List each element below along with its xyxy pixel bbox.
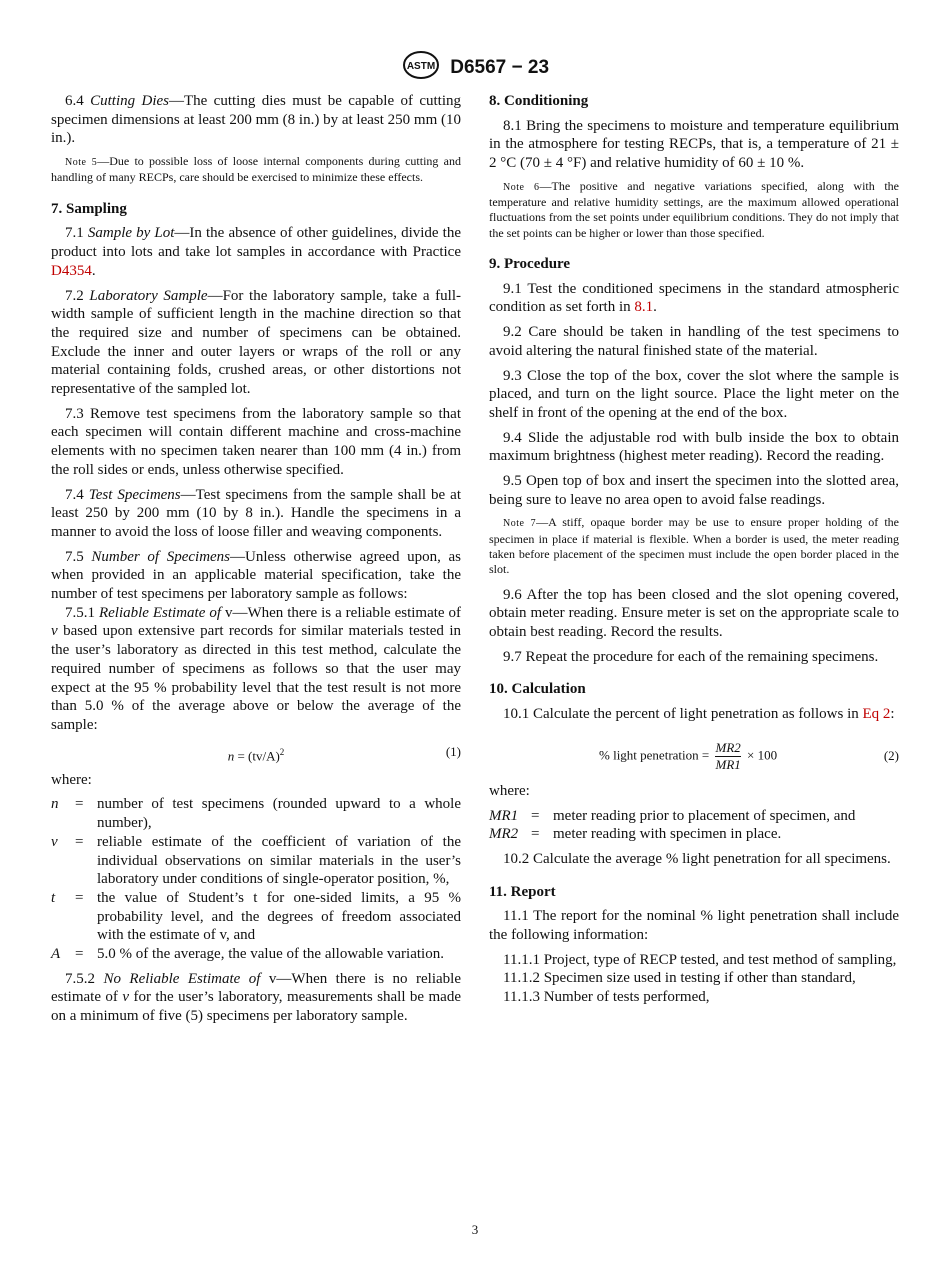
note-5: Note 5—Due to possible loss of loose internal components during cutting and handling of many RECPs, care should be exercised to minimize these effects.: [51, 154, 461, 185]
section-8-1: 8.1 Bring the specimens to moisture and temperature equilibrium in the atmosphere for testing RECPs, that is, a temperature of 21 ± 2 °C (70 ± 4 °F) and relative humidity of 60 ± 10 %.: [489, 117, 899, 172]
section-7-1: 7.1 Sample by Lot—In the absence of other guidelines, divide the product into lots and take lot samples in accordance with Practice D4354.: [51, 225, 461, 279]
definitions-list-1: [51, 795, 461, 963]
svg-text:ASTM: ASTM: [406, 61, 436, 72]
note-7: Note 7—A stiff, opaque border may be use to ensure proper holding of the specimen in place if material is flexible. When a border is used, the meter reading taken before placement of the specimen must include the open border placed in the slot.: [489, 515, 899, 577]
section-10-2: 10.2 Calculate the average % light penetration for all specimens.: [503, 850, 891, 867]
definitions-list-2: [489, 807, 899, 844]
link-eq-2[interactable]: Eq 2: [862, 706, 891, 723]
fraction: $\frac{MR2}{MR1}$: [715, 739, 741, 772]
equation-2: % light penetration = $\frac{MR2}{MR1}$ × 100 (2): [599, 739, 899, 772]
section-9-4: 9.4 Slide the adjustable rod with bulb inside the box to obtain maximum brightness (highest meter reading). Record the reading.: [489, 429, 899, 465]
heading-7-sampling: 7. Sampling: [51, 200, 127, 217]
where-label: where:: [51, 771, 92, 788]
heading-10-calculation: 10. Calculation: [489, 681, 586, 698]
definition-row: n = number of test specimens (rounded upward to a whole number),: [51, 796, 461, 832]
definition-row: t = the value of Student’s t for one-sided limits, a 95 % probability level, and the degrees of freedom associated with the estimate of v, and: [51, 889, 461, 944]
astm-logo-icon: [401, 50, 441, 86]
equation-1-number: (1): [445, 743, 461, 759]
section-7-5-2: 7.5.2 No Reliable Estimate of v—When there is no reliable estimate of v for the user’s laboratory, measurements shall be made on a minimum of five (5) specimens per laboratory sample.: [51, 970, 461, 1025]
note-6: Note 6—The positive and negative variations specified, along with the temperature and relative humidity settings, are the maximum allowed operational fluctuations from the set points under equilibrium conditions. They do not imply that the set points can be higher or lower than those specified.: [489, 178, 899, 240]
section-7-3: 7.3 Remove test specimens from the laboratory sample so that each specimen will contain different machine and cross-machine elements with no specimen taken nearer than 100 mm (4 in.) from the roll sides or ends, unless otherwise specified.: [51, 405, 461, 478]
definition-row: MR1 = meter reading prior to placement of specimen, and: [489, 807, 856, 824]
heading-11-report: 11. Report: [489, 883, 556, 900]
heading-8-conditioning: 8. Conditioning: [489, 93, 589, 109]
section-7-5-1: 7.5.1 Reliable Estimate of v—When there is a reliable estimate of v based upon extensive part records for similar materials tested in the user’s laboratory as directed in this test method, calculate the required number of specimens as follows so that the user may expect at the 95 % probability level that the test result is not more than 5.0 % of the average above or below the average of the sample:: [51, 604, 462, 733]
section-11-1-2: 11.1.2 Specimen size used in testing if other than standard,: [503, 970, 856, 987]
left-column: [51, 92, 461, 1032]
document-designation: D6567 − 23: [450, 57, 550, 78]
section-7-2: 7.2 Laboratory Sample—For the laboratory sample, take a full-width sample of sufficient length in the machine direction so that the required size and number of specimens can be obtained. Exclude the inner and outer layers or wraps of the roll or any material containing folds, crushed areas, or other distortions not representative of the sampled lot.: [51, 287, 461, 398]
definition-row: MR2 = meter reading with specimen in place.: [489, 826, 782, 843]
section-9-1: 9.1 Test the conditioned specimens in the standard atmospheric condition as set forth in 8.1.: [489, 280, 899, 316]
section-7-5: 7.5 Number of Specimens—Unless otherwise agreed upon, as when provided in an applicable material specification, take the number of test specimens per laboratory sample as follows:: [51, 548, 461, 603]
section-9-2: 9.2 Care should be taken in handling of the test specimens to avoid altering the natural finished state of the material.: [489, 324, 899, 359]
section-9-7: 9.7 Repeat the procedure for each of the remaining specimens.: [503, 648, 879, 665]
section-9-3: 9.3 Close the top of the box, cover the slot where the sample is placed, and turn on the light source. Place the light meter on the shelf in front of the opening at the end of the box.: [489, 367, 899, 421]
section-7-4: 7.4 Test Specimens—Test specimens from the sample shall be at least 250 by 200 mm (10 by 8 in.). Handle the specimens in a manner to avoid the loss of loose filler and weaving components.: [51, 486, 462, 540]
section-10-1: 10.1 Calculate the percent of light penetration as follows in Eq 2:: [503, 706, 895, 723]
where-label: where:: [489, 782, 530, 799]
section-9-5: 9.5 Open top of box and insert the specimen into the slotted area, being sure to leave no area open to avoid false readings.: [489, 473, 899, 508]
page-header: [0, 50, 950, 86]
heading-9-procedure: 9. Procedure: [489, 256, 571, 272]
section-9-6: 9.6 After the top has been closed and the slot opening covered, obtain meter reading. Ensure meter is set on the appropriate scale to obtain best reading. Record the results.: [489, 586, 899, 641]
link-d4354[interactable]: D4354: [51, 262, 92, 279]
definition-row: v = reliable estimate of the coefficient of variation of the individual observations on similar materials in the user’s laboratory under conditions of single-operator position, %,: [51, 833, 461, 888]
section-11-1-1: 11.1.1 Project, type of RECP tested, and test method of sampling,: [503, 951, 897, 968]
section-6-4: 6.4 Cutting Dies—The cutting dies must be capable of cutting specimen dimensions at least 200 mm (8 in.) by at least 250 mm (10 in.).: [51, 93, 461, 147]
equation-1: $n = (tv/A)^2$ (1): [227, 743, 461, 764]
link-8-1[interactable]: 8.1: [634, 299, 654, 316]
equation-2-number: (2): [883, 747, 899, 763]
section-11-1-3: 11.1.3 Number of tests performed,: [503, 989, 710, 1006]
section-11-1: 11.1 The report for the nominal % light penetration shall include the following information:: [489, 908, 899, 944]
page-number: 3: [471, 1222, 479, 1237]
right-column: [489, 92, 899, 1013]
definition-row: A = 5.0 % of the average, the value of the allowable variation.: [51, 946, 444, 963]
